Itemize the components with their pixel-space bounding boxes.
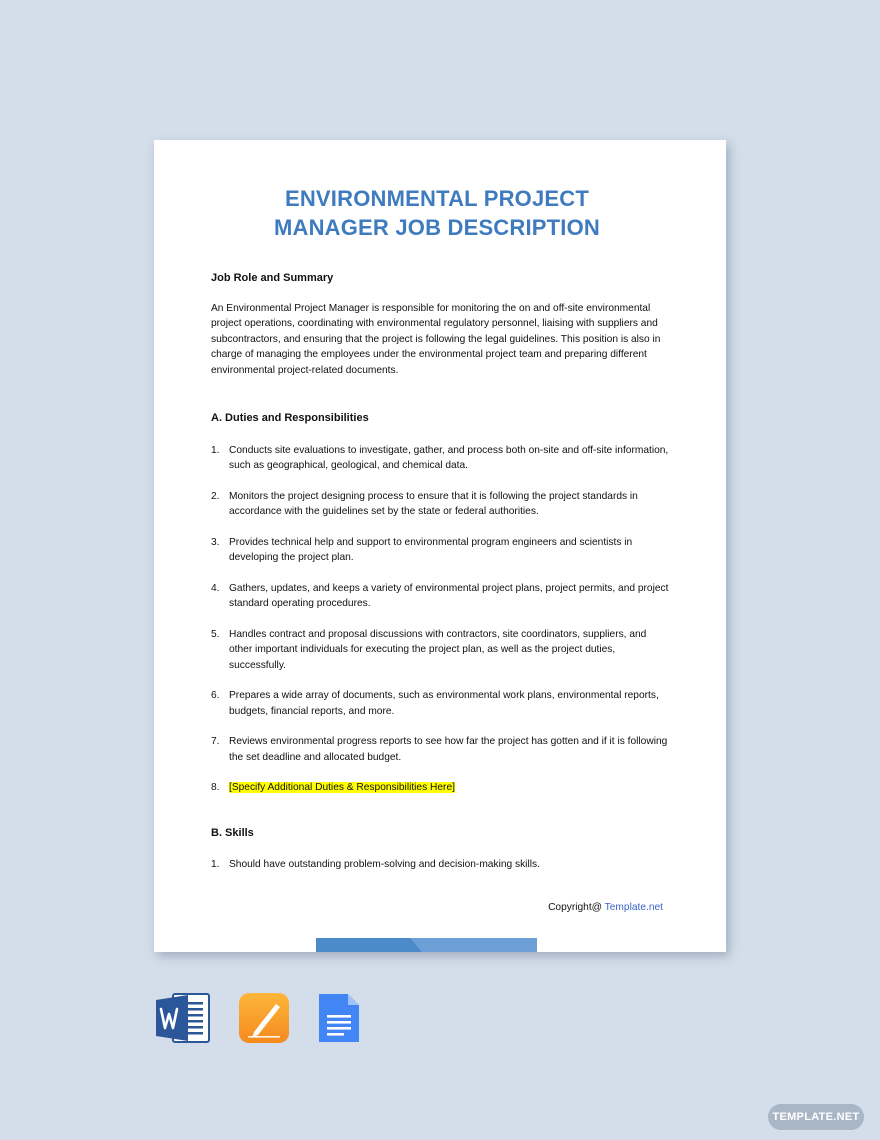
list-item	[211, 489, 671, 520]
section-a-heading: A. Duties and Responsibilities	[211, 412, 369, 424]
item-number: 1.	[211, 859, 220, 870]
item-text: Prepares a wide array of documents, such as environmental work plans, environmental reports, budgets, financial reports, and more.	[229, 690, 659, 717]
document-title	[154, 184, 720, 242]
item-text: Should have outstanding problem-solving and decision-making skills.	[229, 859, 540, 870]
pages-icon[interactable]	[238, 992, 294, 1044]
list-item	[211, 688, 671, 719]
section-b-heading: B. Skills	[211, 826, 254, 839]
google-docs-icon[interactable]	[316, 992, 372, 1044]
role-heading: Job Role and Summary	[211, 272, 334, 284]
item-text: Conducts site evaluations to investigate, gather, and process both on-site and off-site information, such as geographical, geological, and chemical data.	[229, 444, 669, 471]
template-net-watermark: TEMPLATE.NET	[768, 1104, 864, 1130]
copyright-line	[154, 902, 663, 913]
document-body	[211, 271, 671, 888]
item-text: Provides technical help and support to environmental program engineers and scientists in developing the project plan.	[229, 536, 633, 563]
copyright-link[interactable]: Template.net	[604, 902, 663, 913]
item-number: 7.	[211, 736, 220, 747]
copyright-text: Copyright@	[548, 902, 605, 913]
item-text: Monitors the project designing process to ensure that it is following the project standards in accordance with the guidelines set by the state or federal authorities.	[229, 490, 638, 517]
document-page	[154, 140, 726, 952]
skills-list	[211, 857, 671, 873]
item-text: Gathers, updates, and keeps a variety of environmental project plans, project permits, and project standard operating procedures.	[229, 582, 669, 609]
word-icon[interactable]	[155, 992, 211, 1044]
highlighted-placeholder: [Specify Additional Duties & Responsibilities Here]	[229, 782, 455, 793]
list-item	[211, 857, 671, 873]
list-item	[211, 627, 671, 674]
title-line-2: MANAGER JOB DESCRIPTION	[273, 215, 601, 240]
item-text: Handles contract and proposal discussions with contractors, site coordinators, suppliers, and other important individuals for executing the project plan, as well as the project duties, successfully.	[229, 628, 647, 671]
summary-paragraph: An Environmental Project Manager is responsible for monitoring the on and off-site environmental project operations, coordinating with environmental regulatory personnel, liaising with suppliers and subcontractors, and ensuring that the project is following the legal guidelines. This position is also in charge of managing the employees under the environmental project team and preparing different environmental project-related documents.	[211, 302, 661, 376]
title-line-1: ENVIRONMENTAL PROJECT	[284, 186, 590, 211]
footer-bar	[316, 938, 537, 952]
item-number: 4.	[211, 582, 220, 594]
list-item	[211, 443, 671, 474]
list-item	[211, 780, 671, 796]
item-number: 1.	[211, 444, 220, 456]
item-text: Reviews environmental progress reports to see how far the project has gotten and if it is following the set deadline and allocated budget.	[229, 736, 668, 763]
list-item	[211, 535, 671, 566]
item-number: 5.	[211, 628, 220, 640]
list-item	[211, 734, 671, 765]
item-number: 6.	[211, 690, 220, 701]
list-item	[211, 581, 671, 612]
duties-list	[211, 443, 671, 796]
item-number: 2.	[211, 490, 220, 502]
item-number: 3.	[211, 536, 220, 548]
item-number: 8.	[211, 782, 220, 793]
